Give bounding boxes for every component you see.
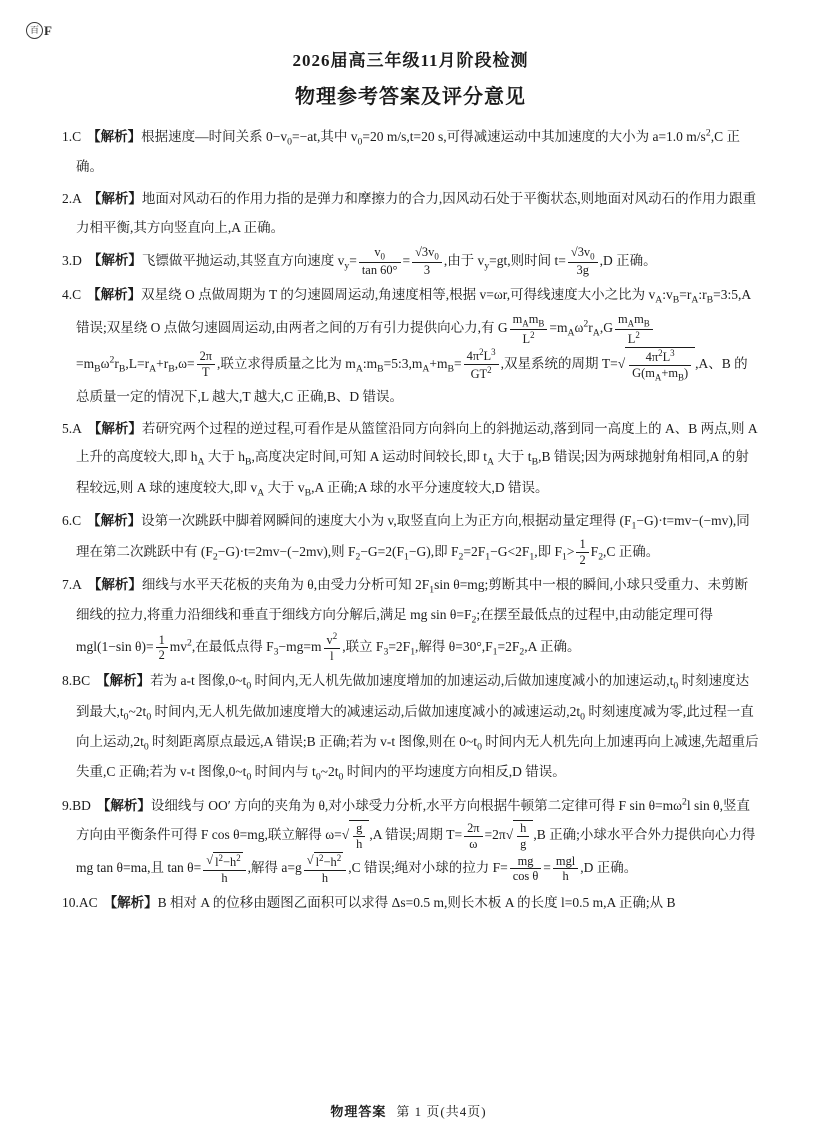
answer-item: [62, 507, 759, 568]
answer-label: 4.C: [62, 287, 82, 303]
answer-text: 设第一次跳跃中脚着网瞬间的速度大小为 v,取竖直向上为正方向,根据动量定理得 $(F_1-G)\cdot t=mv-(-mv)$,同理在第二次跳跃中有 $(F_2-G)\cdot t=2mv-(-2mv)$,则 $F_2-G=2(F_1-G)$,即 $F_2=2F_1-G<2F_1$,即 $F_1>$ $\frac{1}{2}$ $F_2,C$ 正确。: [76, 512, 750, 567]
answer-label: 2.A: [62, 190, 82, 206]
footer-label: 物理答案: [330, 1104, 387, 1119]
answer-text: 若为 a-t 图像$,0\sim t_0$ 时间内,无人机先做加速度增加的加速运动,后做加速度减小的加速运动$,t_0$ 时刻速度达到最大$,t_0\sim 2t_0$ 时间内,无人机先做加速度增大的减速运动,后做加速度减小的减速运动$,2t_0$ 时刻速度减为零,此过程一直向上运动$,2t_0$ 时刻距离原点最远,A 错误;B 正确;若为 v-t 图像,则在 $0\sim t_0$ 时间内无人机先向上加速再向上减速,先超重后失重,C 正确;若为 v-t 图像$,0\sim t_0$ 时间内与 $t_0\sim 2t_0$ 时间内的平均速度方向相反,D 错误。: [76, 673, 759, 783]
answer-list: [62, 123, 759, 918]
answer-text: 根据速度—时间关系 $0-v_0=-at$,其中 $v_0=20$ m/s,t=20 s,可得减速运动中其加速度的大小为 a=1.0 $m/s^2,C$ 正确。: [76, 127, 740, 175]
answer-text: 细线与水平天花板的夹角为 θ,由受力分析可知 $2F_1\sin$ θ=mg;剪断其中一根的瞬间,小球只受重力、未剪断细线的拉力,将重力沿细线和垂直于细线方向分解后,满足 mg $\sin \theta=F_2$;在摆至最低点的过程中,由动能定理可得 mgl(1−sin θ)= $\frac{1}{2}$ $mv^2$,在最低点得 $F_3-mg=m$ $\frac{v^2}{l}$ ,联立 $F_3=2F_1$,解得 $\theta=30^\circ,F_1=2F_2,A$ 正确。: [76, 576, 749, 664]
analysis-tag: 【解析】: [87, 420, 142, 436]
page-footer: [0, 1101, 817, 1120]
footer-page-number: 第 1 页(共4页): [396, 1104, 487, 1119]
analysis-tag: 【解析】: [87, 252, 142, 268]
analysis-tag: 【解析】: [87, 512, 142, 528]
answer-label: 7.A: [62, 576, 82, 592]
answer-label: 1.C: [62, 129, 82, 144]
answer-label: 5.A: [62, 420, 82, 436]
answer-text: 双星绕 O 点做周期为 T 的匀速圆周运动,角速度相等,根据 v=ωr,可得线速度大小之比为 $v_A:v_B=r_A:r_B=3:5,A$ 错误;双星绕 O 点做匀速圆周运动,由两者之间的万有引力提供向心力,有 G $m_Am_B$ $L^2$ $=m_A\omega^2r_A,G$ $m_Am_B$ $L^2$ $=m_B\omega^2r_B,L=r_A+r_B,\omega=$ $\frac{2\pi}{T}$ ,联立求得质量之比为 $m_A:m_B=5:3,m_A+m_B=$ $\frac{4\pi^2L^3}{GT^2}$ ,双星系统的周期 T=√ $\frac{4\pi^2L^3}{G(m_A+m_B)}$ ,A、B 的总质量一定的情况下,L 越大,T 越大,C 正确,B、D 错误。: [76, 287, 751, 404]
answer-text: B 相对 A 的位移由题图乙面积可以求得 Δs=0.5 m,则长木板 A 的长度 l=0.5 m,A 正确;从 B: [157, 894, 676, 910]
answer-label: 6.C: [62, 512, 82, 528]
analysis-tag: 【解析】: [87, 576, 142, 592]
page-subtitle: 物理参考答案及评分意见: [295, 86, 526, 108]
answer-label: 3.D: [62, 252, 82, 268]
answer-item: [62, 667, 759, 788]
analysis-tag: 【解析】: [87, 190, 142, 206]
analysis-tag: 【解析】: [96, 797, 151, 813]
circled-char-icon: 百: [26, 22, 43, 39]
exam-title: 2026届高三年级11月阶段检测: [292, 51, 529, 70]
answer-label: 9.BD: [62, 797, 91, 813]
answer-item: [62, 185, 759, 242]
answer-text: 若研究两个过程的逆过程,可看作是从篮筐沿同方向斜向上的斜抛运动,落到同一高度上的 A、B 两点,则 A 上升的高度较大,即 $h_A$ 大于 $h_B$,高度决定时间,可知 A 运动时间较长,即 $t_A$ 大于 $t_B,B$ 错误;因为两球抛射角相同,A 的射程较远,则 A 球的速度较大,即 $v_A$ 大于 $v_B,A$ 正确;A 球的水平分速度较大,D 错误。: [76, 420, 757, 499]
answer-item: [62, 245, 759, 278]
answer-item: [62, 415, 759, 504]
answer-label: 10.AC: [62, 894, 98, 910]
analysis-tag: 【解析】: [87, 129, 142, 144]
stamp-letter: F: [44, 22, 52, 38]
answer-text: 设细线与 OO′ 方向的夹角为 θ,对小球受力分析,水平方向根据牛顿第二定律可得 F $\sin \theta=m\omega^2l$ sin θ,竖直方向由平衡条件可得 F cos θ=mg,联立解得 ω=√ $\frac{g}{h}$ ,A 错误;周期 T= $\frac{2\pi}{\omega}$ =2π√ $\frac{h}{g}$ ,B 正确;小球水平合外力提供向心力得 mg tan θ=ma,且 tan θ= $\frac{√ l^2-h^2}{h}$ ,解得 a=g $\frac{√ l^2-h^2}{h}$ ,C 错误;绳对小球的拉力 F= $\frac{mg}{\text{cos θ}}$ = mgl h ,D 正确。: [76, 796, 756, 885]
analysis-tag: 【解析】: [87, 287, 142, 303]
publisher-stamp: [26, 22, 52, 39]
analysis-tag: 【解析】: [96, 673, 151, 689]
answer-item: [62, 792, 759, 886]
answer-label: 8.BC: [62, 673, 91, 689]
answer-item: [62, 281, 759, 411]
answer-item: [62, 123, 759, 182]
answer-text: 地面对风动石的作用力指的是弹力和摩擦力的合力,因风动石处于平衡状态,则地面对风动石的作用力跟重力相平衡,其方向竖直向上,A 正确。: [76, 190, 757, 235]
answer-item: [62, 571, 759, 665]
analysis-tag: 【解析】: [103, 894, 158, 910]
answer-item: [62, 889, 759, 918]
answer-text: 飞镖做平抛运动,其竖直方向速度 $v_y=$ $\frac{v_0}{\tan 60^\circ}$ = $\frac{√3v_0}{3}$ ,由于 $v_y=gt$,则时间 t= $\frac{√3v_0}{3g}$ ,D 正确。: [141, 245, 657, 278]
